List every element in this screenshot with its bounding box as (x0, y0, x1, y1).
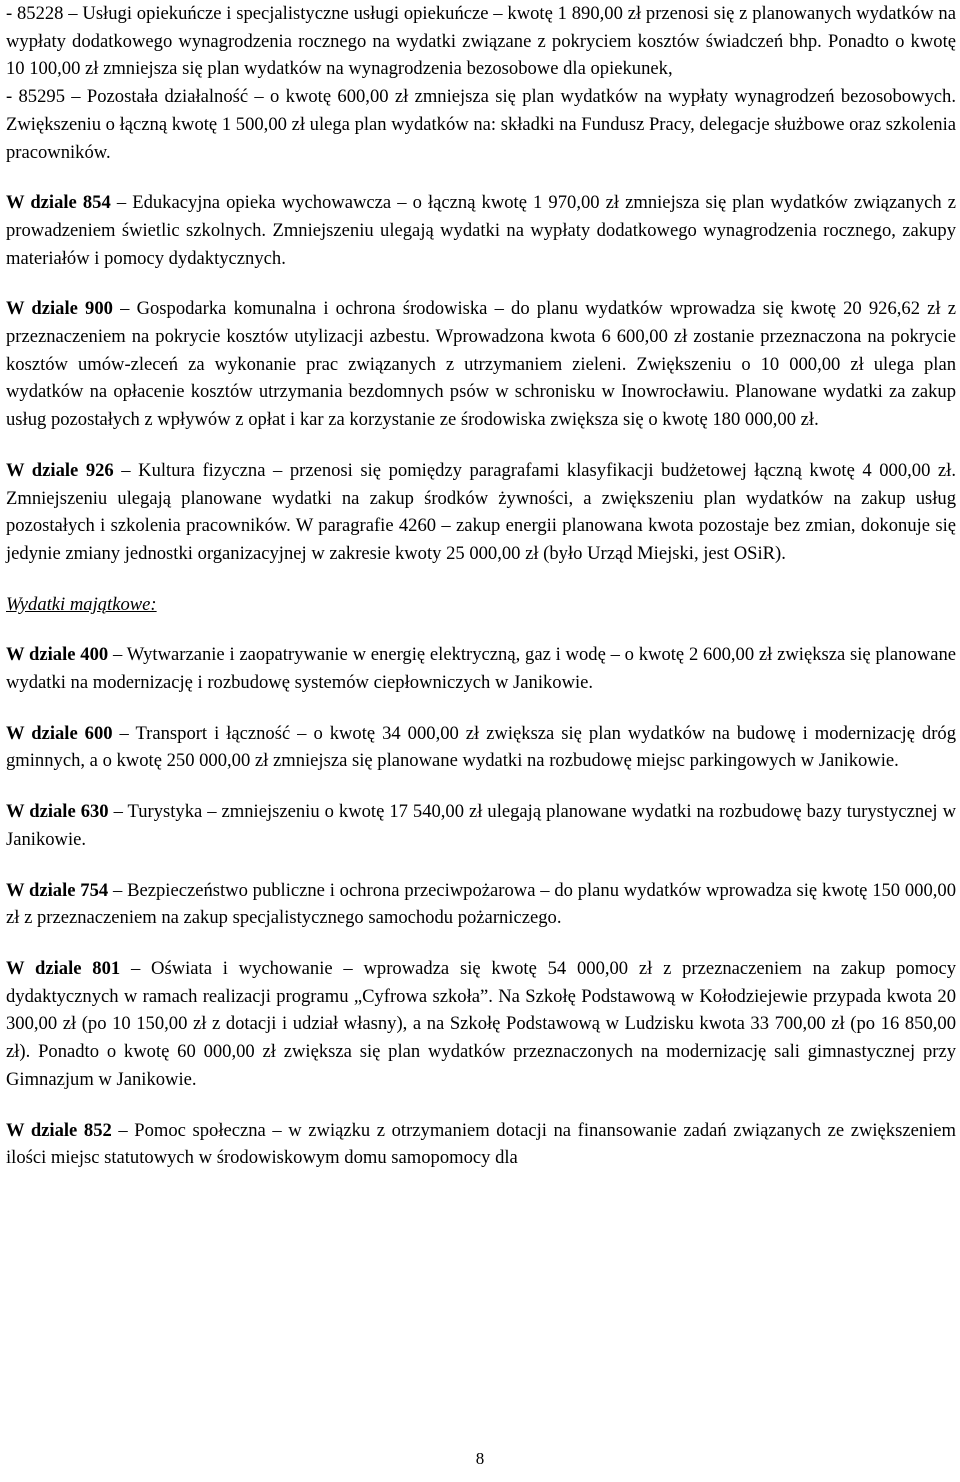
paragraph-dzial-926 (6, 457, 956, 568)
paragraph-dzial-852 (6, 1117, 956, 1172)
section-label-852: W dziale 852 (6, 1119, 112, 1141)
paragraph-dzial-801 (6, 955, 956, 1094)
page-number: 8 (475, 1449, 485, 1468)
section-label-600: W dziale 600 (6, 722, 113, 744)
section-text-854: – Edukacyjna opieka wychowawcza – o łączną kwotę 1 970,00 zł zmniejsza się plan wydatków związanych z prowadzeniem świetlic szkolnych. Zmniejszeniu ulegają wydatki na wypłaty dodatkowego wynagrodzenia rocznego, zakupy materiałów i pomocy dydaktycznych. (6, 192, 956, 269)
section-label-926: W dziale 926 (6, 459, 114, 481)
section-text-900: – Gospodarka komunalna i ochrona środowiska – do planu wydatków wprowadza się kwotę 20 926,62 zł z przeznaczeniem na pokrycie kosztów utylizacji azbestu. Wprowadzona kwota 6 600,00 zł zostanie przeznaczona na pokrycie kosztów umów-zleceń za wykonanie prac związanych z utrzymaniem zieleni. Zwiększeniu o 10 000,00 zł ulega plan wydatków na opłacenie kosztów utrzymania bezdomnych psów w schronisku w Inowrocławiu. Planowane wydatki za zakup usług pozostałych z wpływów z opłat i kar za korzystanie ze środowiska zwiększa się o kwotę 180 000,00 zł. (6, 298, 957, 431)
section-label-801: W dziale 801 (6, 957, 121, 979)
section-label-400: W dziale 400 (6, 644, 109, 666)
paragraph-dzial-900 (6, 295, 956, 434)
section-text-801: – Oświata i wychowanie – wprowadza się kwotę 54 000,00 zł z przeznaczeniem na zakup pomocy dydaktycznych w ramach realizacji programu „Cyfrowa szkoła”. Na Szkołę Podstawową w Kołodziejewie przypada kwota 20 300,00 zł (po 10 150,00 zł z dotacji i udział własny), a na Szkołę Podstawową w Ludzisku kwota 33 700,00 zł (po 16 850,00 zł). Ponadto o kwotę 60 000,00 zł zwiększa się plan wydatków przeznaczonych na modernizację sali gimnastycznej przy Gimnazjum w Janikowie. (6, 957, 957, 1090)
section-text-852: – Pomoc społeczna – w związku z otrzymaniem dotacji na finansowanie zadań związanych ze zwiększeniem ilości miejsc statutowych w środowiskowym domu samopomocy dla (6, 1119, 957, 1169)
document-page (6, 0, 956, 1172)
paragraph-dzial-600 (6, 720, 956, 775)
section-label-854: W dziale 854 (6, 192, 111, 214)
paragraph-dzial-400 (6, 641, 956, 696)
section-text-600: – Transport i łączność – o kwotę 34 000,00 zł zwiększa się plan wydatków na budowę i modernizację dróg gminnych, a o kwotę 250 000,00 zł zmniejsza się planowane wydatki na rozbudowę miejsc parkingowych w Janikowie. (6, 722, 956, 772)
paragraph-dzial-854 (6, 189, 956, 272)
section-label-630: W dziale 630 (6, 801, 109, 823)
paragraph-dzial-754 (6, 877, 956, 932)
section-label-754: W dziale 754 (6, 879, 109, 901)
section-text-754: – Bezpieczeństwo publiczne i ochrona przeciwpożarowa – do planu wydatków wprowadza się kwotę 150 000,00 zł z przeznaczeniem na zakup specjalistycznego samochodu pożarniczego. (6, 879, 957, 929)
paragraph-85295: - 85295 – Pozostała działalność – o kwotę 600,00 zł zmniejsza się plan wydatków na wypłaty wynagrodzeń bezosobowych. Zwiększeniu o łączną kwotę 1 500,00 zł ulega plan wydatków na: składki na Fundusz Pracy, delegacje służbowe oraz szkolenia pracowników. (6, 86, 956, 163)
section-text-400: – Wytwarzanie i zaopatrywanie w energię elektryczną, gaz i wodę – o kwotę 2 600,00 zł zwiększa się planowane wydatki na modernizację i rozbudowę systemów ciepłowniczych w Janikowie. (6, 644, 957, 694)
heading-wydatki-majatkowe: Wydatki majątkowe: (6, 593, 157, 615)
section-text-630: – Turystyka – zmniejszeniu o kwotę 17 540,00 zł ulegają planowane wydatki na rozbudowę bazy turystycznej w Janikowie. (6, 801, 956, 850)
paragraph-dzial-630 (6, 798, 956, 853)
section-text-926: – Kultura fizyczna – przenosi się pomiędzy paragrafami klasyfikacji budżetowej łączną kwotę 4 000,00 zł. Zmniejszeniu ulegają planowane wydatki na zakup środków żywności, a zwiększeniu plan wydatków na zakup usług pozostałych i szkolenia pracowników. W paragrafie 4260 – zakup energii planowana kwota pozostaje bez zmian, dokonuje się jedynie zmiany jednostki organizacyjnej w zakresie kwoty 25 000,00 zł (było Urząd Miejski, jest OSiR). (6, 459, 957, 564)
section-label-900: W dziale 900 (6, 298, 113, 320)
paragraph-85228: - 85228 – Usługi opiekuńcze i specjalistyczne usługi opiekuńcze – kwotę 1 890,00 zł przenosi się z planowanych wydatków na wypłaty dodatkowego wynagrodzenia rocznego na wydatki związane z pokryciem kosztów świadczeń bhp. Ponadto o kwotę 10 100,00 zł zmniejsza się plan wydatków na wynagrodzenia bezosobowe dla opiekunek, (6, 3, 956, 80)
